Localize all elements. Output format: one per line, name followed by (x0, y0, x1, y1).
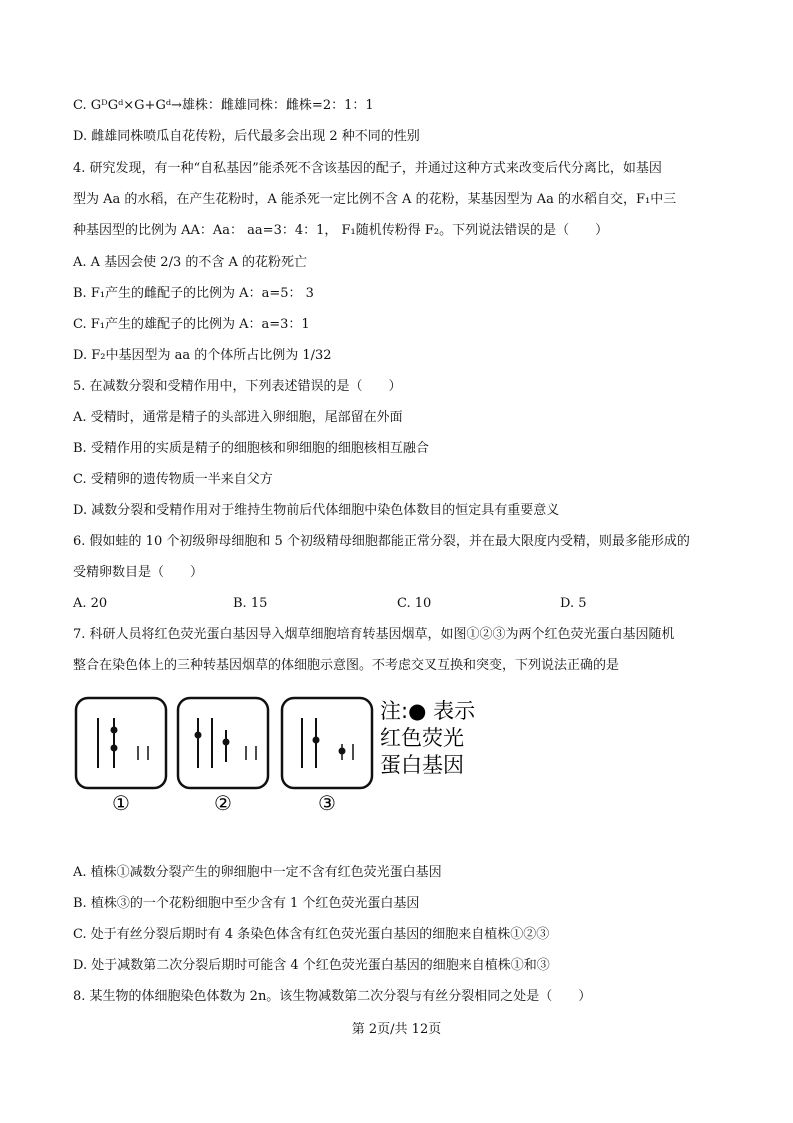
q7-stem-line1: 7. 科研人员将红色荧光蛋白基因导入烟草细胞培育转基因烟草，如图①②③为两个红色荧光蛋白基因随机 (73, 627, 675, 642)
note-line-1: 注:● 表示 (380, 699, 476, 723)
q3-option-d: D. 雌雄同株喷瓜自花传粉，后代最多会出现 2 种不同的性别 (73, 129, 420, 144)
q7-option-d: D. 处于减数第二次分裂后期时可能含 4 个红色荧光蛋白基因的细胞来自植株①和③ (73, 958, 550, 973)
chromosome-figure (70, 690, 490, 820)
cells-diagram (70, 690, 490, 820)
q6-option-b: B. 15 (233, 596, 268, 611)
q4-option-d: D. F₂中基因型为 aa 的个体所占比例为 1/32 (73, 348, 332, 363)
q8-stem: 8. 某生物的体细胞染色体数为 2n。该生物减数第二次分裂与有丝分裂相同之处是（ ） (73, 989, 592, 1004)
note-line-2: 红色荧光 (380, 726, 464, 750)
q5-stem: 5. 在减数分裂和受精作用中，下列表述错误的是（ ） (73, 379, 402, 394)
q4-option-b: B. F₁产生的雌配子的比例为 A：a=5： 3 (73, 286, 314, 301)
page-footer: 第 2页/共 12页 (351, 1022, 442, 1037)
cell-label-3: ③ (318, 791, 336, 815)
cell-1 (76, 698, 166, 788)
q5-option-b: B. 受精作用的实质是精子的细胞核和卵细胞的细胞核相互融合 (73, 441, 429, 456)
q3-option-c: C. GᴰGᵈ×G+Gᵈ→雄株：雌雄同株：雌株=2：1：1 (73, 98, 374, 113)
q7-option-a: A. 植株①减数分裂产生的卵细胞中一定不含有红色荧光蛋白基因 (73, 865, 442, 880)
cell-label-1: ① (112, 791, 130, 815)
q6-stem-line1: 6. 假如蛙的 10 个初级卵母细胞和 5 个初级精母细胞都能正常分裂，并在最大限度内受精，则最多能形成的 (73, 534, 690, 549)
q6-option-a: A. 20 (73, 596, 108, 611)
cell-3 (282, 698, 372, 788)
q6-option-d: D. 5 (560, 596, 587, 611)
q5-option-c: C. 受精卵的遗传物质一半来自父方 (73, 472, 273, 487)
q4-option-a: A. A 基因会使 2/3 的不含 A 的花粉死亡 (73, 255, 308, 270)
q7-option-c: C. 处于有丝分裂后期时有 4 条染色体含有红色荧光蛋白基因的细胞来自植株①②③ (73, 927, 550, 942)
note-line-3: 蛋白基因 (380, 753, 464, 777)
q6-stem-line2: 受精卵数目是（ ） (73, 565, 204, 580)
q4-stem-line3: 种基因型的比例为 AA：Aa： aa=3：4：1， F₁随机传粉得 F₂。下列说法错误的是（ ） (73, 223, 609, 238)
q4-stem-line1: 4. 研究发现，有一种“自私基因”能杀死不含该基因的配子，并通过这种方式来改变后代分离比，如基因 (73, 161, 662, 176)
q7-option-b: B. 植株③的一个花粉细胞中至少含有 1 个红色荧光蛋白基因 (73, 896, 420, 911)
q7-stem-line2: 整合在染色体上的三种转基因烟草的体细胞示意图。不考虑交叉互换和突变，下列说法正确的是 (73, 658, 620, 673)
cell-label-2: ② (214, 791, 232, 815)
q6-option-c: C. 10 (397, 596, 432, 611)
q5-option-d: D. 减数分裂和受精作用对于维持生物前后代体细胞中染色体数目的恒定具有重要意义 (73, 503, 560, 518)
cell-2 (178, 698, 268, 788)
q4-stem-line2: 型为 Aa 的水稻，在产生花粉时，A 能杀死一定比例不含 A 的花粉，某基因型为 Aa 的水稻自交，F₁中三 (73, 192, 677, 207)
q4-option-c: C. F₁产生的雄配子的比例为 A：a=3：1 (73, 317, 310, 332)
q5-option-a: A. 受精时，通常是精子的头部进入卵细胞，尾部留在外面 (73, 410, 403, 425)
